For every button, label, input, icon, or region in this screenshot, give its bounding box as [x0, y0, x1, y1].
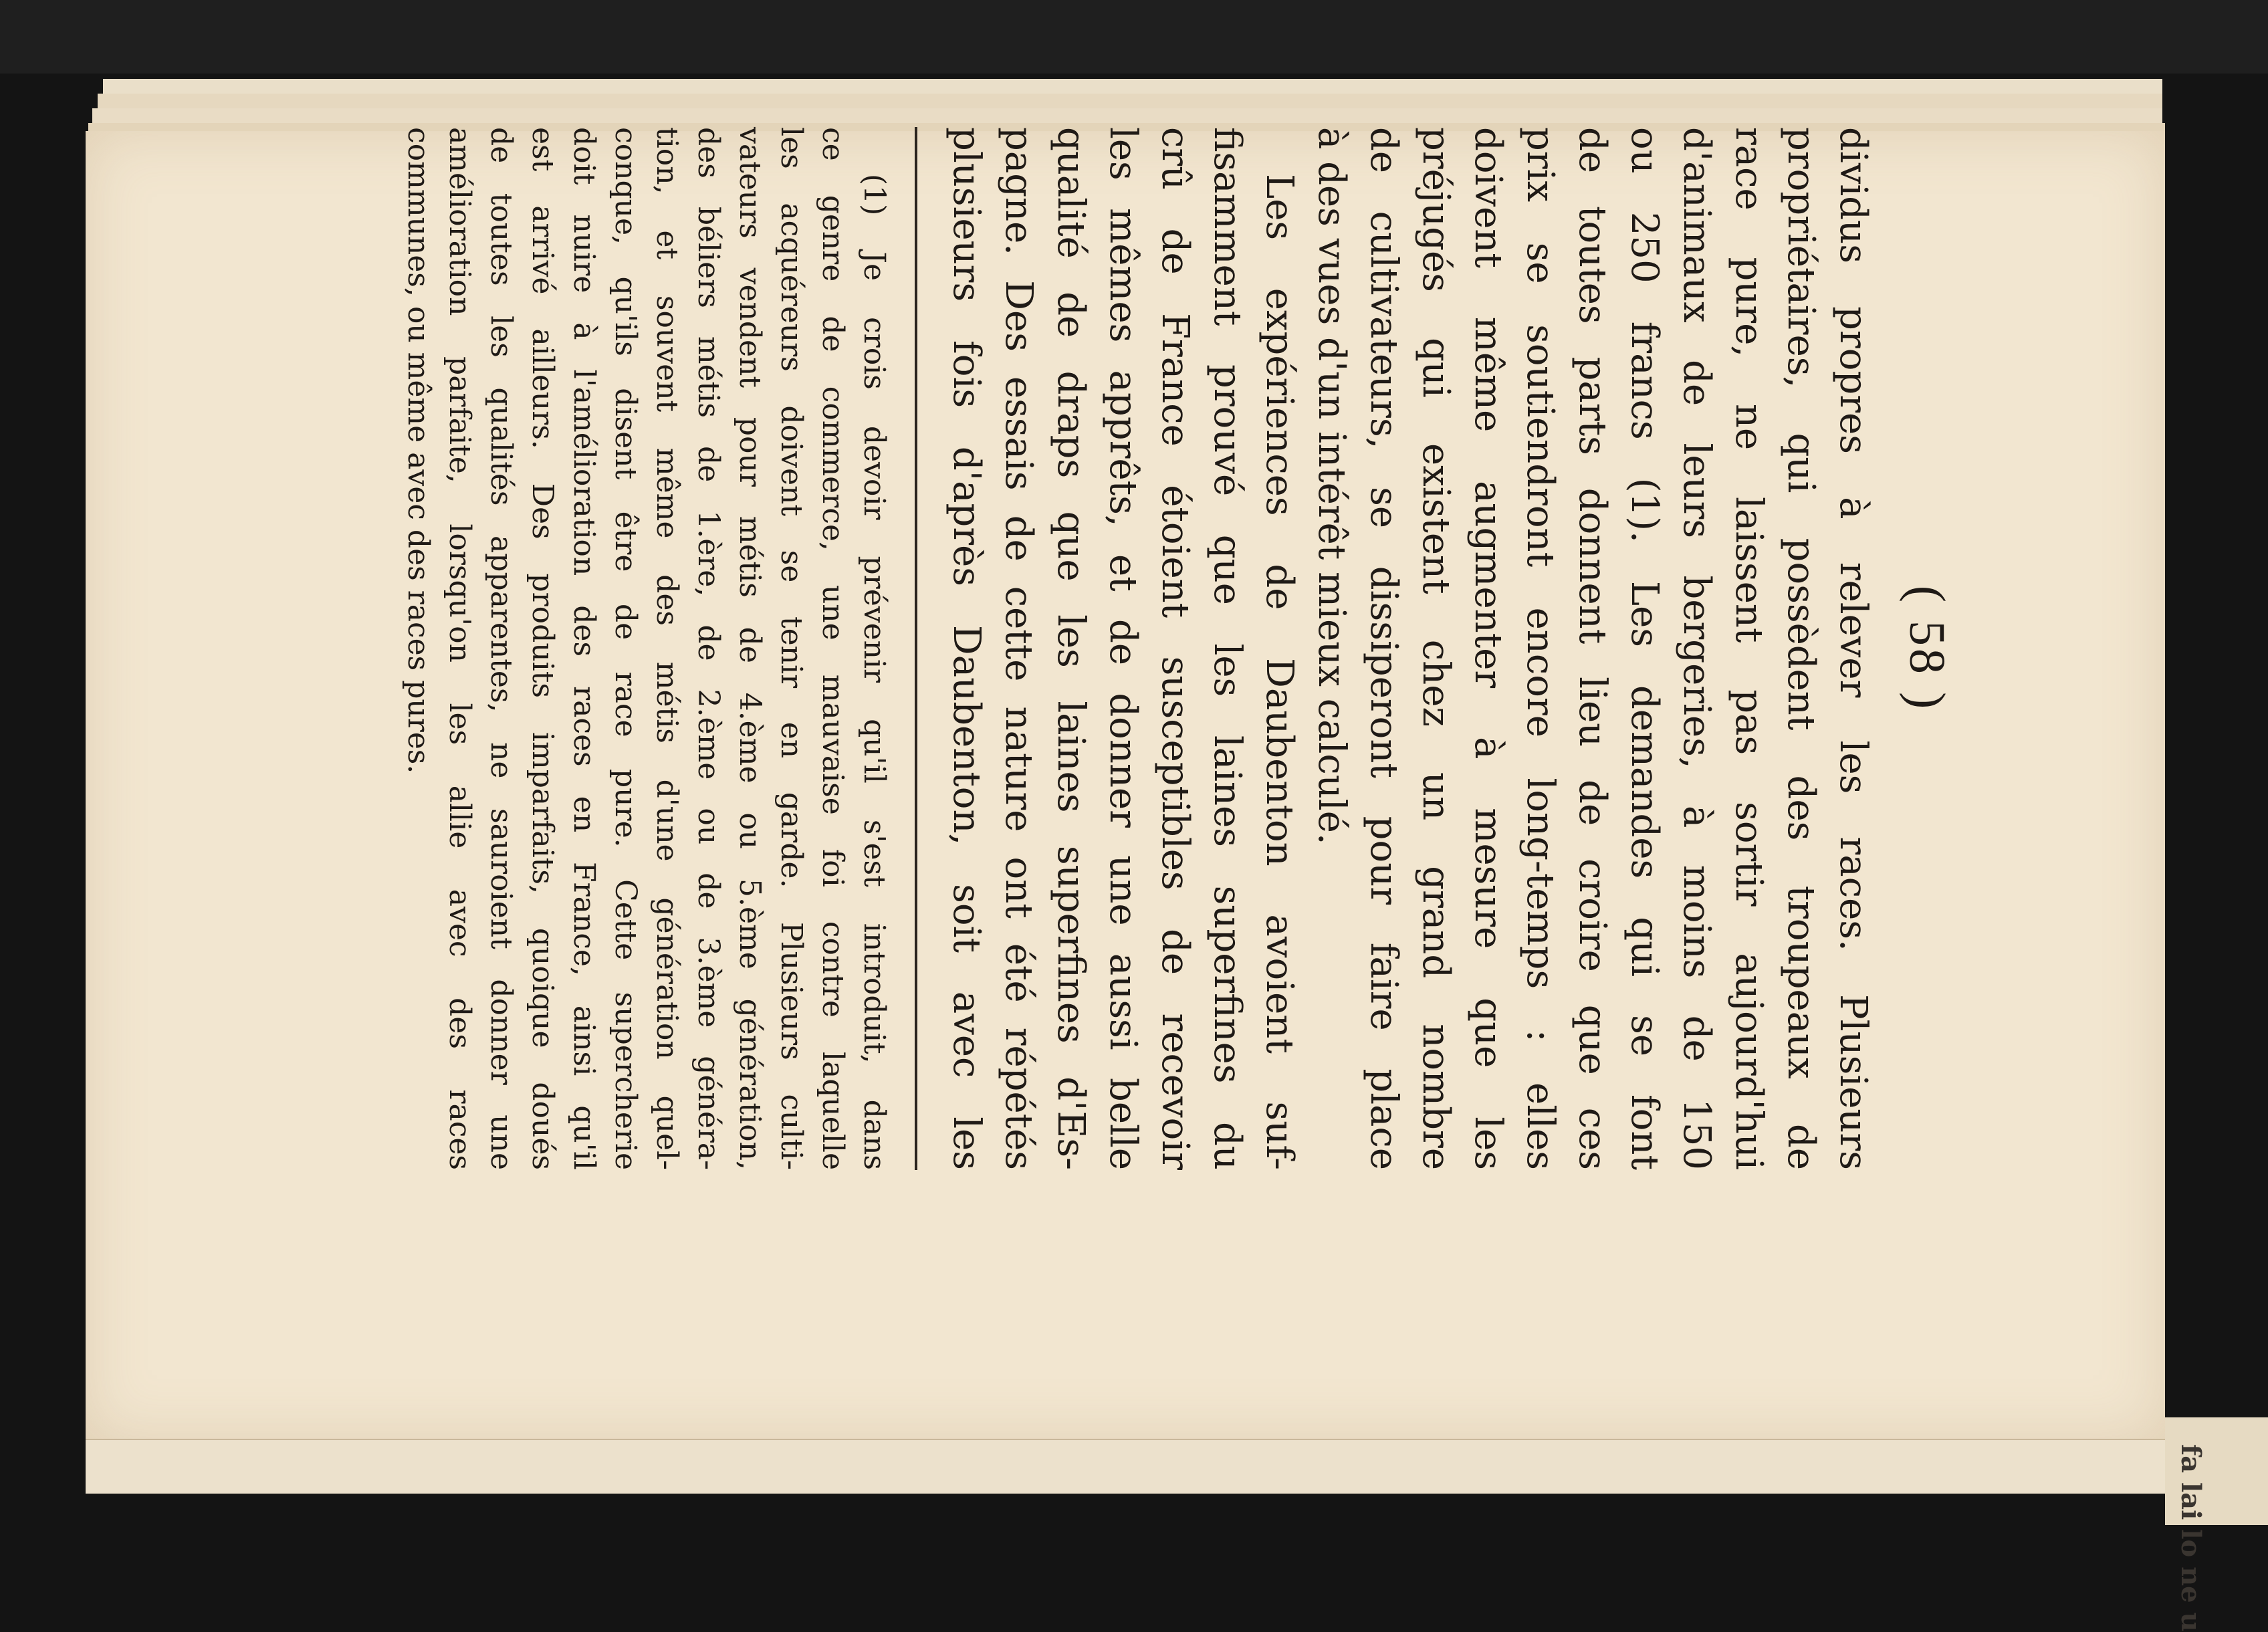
text-line: fisamment prouvé que les laines superfines du: [1206, 127, 1249, 1170]
text-line: de toutes parts donnent lieu de croire que ces: [1571, 127, 1614, 1170]
text-line: doivent même augmenter à mesure que les: [1466, 127, 1510, 1170]
text-line: dividus propres à relever les races. Plusieurs: [1831, 127, 1875, 1170]
footnote-line: est arrivé ailleurs. Des produits imparfaits, quoique doués: [526, 127, 560, 1170]
text-line: à des vues d'un intérêt mieux calculé.: [1310, 127, 1353, 845]
footnote-line: communes, ou même avec des races pures.: [401, 127, 435, 774]
footnote-line: des béliers métis de 1.ère, de 2.ème ou de 3.ème généra-: [691, 127, 725, 1170]
footnote-line: vateurs vendent pour métis de 4.ème ou 5.ème génération,: [733, 127, 767, 1170]
footnote-line: tion, et souvent même des métis d'une génération quel-: [650, 127, 684, 1170]
paragraph: [1305, 127, 1879, 1170]
text-line: préjugés qui existent chez un grand nombre: [1414, 127, 1458, 1170]
text-line: prix se soutiendront encore long-temps : elles: [1518, 127, 1562, 1170]
footnote-line: amélioration parfaite, lorsqu'on les allie avec des races: [443, 127, 477, 1170]
footnote-rule: [915, 127, 917, 1170]
text-line: plusieurs fois d'après Daubenton, soit avec les: [945, 127, 988, 1170]
page-edge: [98, 94, 2162, 110]
footnote-line: (1) Je crois devoir prévenir qu'il s'est introduit, dans: [857, 174, 891, 1170]
page-edge: [103, 79, 2162, 95]
text-line: les mêmes apprêts, et de donner une aussi belle: [1101, 127, 1145, 1170]
main-text: [940, 127, 1879, 1170]
footnote: [397, 127, 895, 1170]
facing-page-text: fa lai lo ne u: [2175, 1444, 2206, 1632]
footnote-line: ce genre de commerce, une mauvaise foi contre laquelle: [816, 127, 850, 1170]
footnote-line: conque, qu'ils disent être de race pure. Cette supercherie: [608, 127, 643, 1170]
footnote-line: les acquéreurs doivent se tenir en garde. Plusieurs culti-: [774, 127, 808, 1170]
text-line: propriétaires, qui possèdent des troupeaux de: [1779, 127, 1823, 1170]
page-text-block: [401, 127, 1959, 1170]
text-line: pagne. Des essais de cette nature ont été répétés: [997, 127, 1040, 1170]
text-line: crû de France étoient susceptibles de recevoir: [1153, 127, 1197, 1170]
paragraph: [940, 127, 1305, 1170]
text-line: de cultivateurs, se dissiperont pour faire place: [1362, 127, 1405, 1170]
footnote-line: doit nuire à l'amélioration des races en France, ainsi qu'il: [567, 127, 601, 1170]
page-number: ( 58 ): [1899, 585, 1955, 712]
footnote-line: de toutes les qualités apparentes, ne sauroient donner une: [484, 127, 518, 1170]
text-line: Les expériences de Daubenton avoient suf-: [1258, 174, 1301, 1170]
text-line: qualité de draps que les laines superfines d'Es-: [1049, 127, 1093, 1170]
page-edge-bottom: [86, 1439, 2185, 1494]
text-line: ou 250 francs (1). Les demandes qui se font: [1623, 127, 1666, 1170]
text-line: d'animaux de leurs bergeries, à moins de 150: [1675, 127, 1718, 1170]
text-line: race pure, ne laissent pas sortir aujourd'hui: [1727, 127, 1771, 1170]
page-edge: [92, 108, 2162, 124]
